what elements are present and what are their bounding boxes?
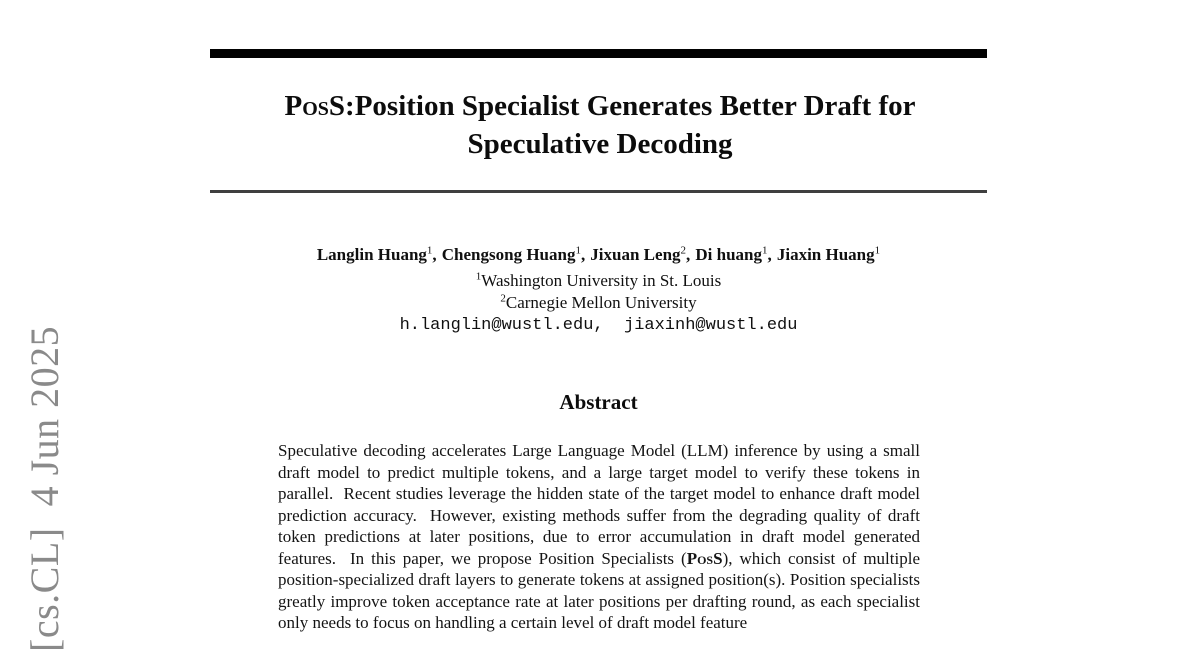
affiliation-name: Washington University in St. Louis (481, 271, 722, 290)
author-separator: , (432, 245, 437, 264)
author-sup: 1 (762, 244, 768, 257)
abstract-heading: Abstract (559, 390, 638, 414)
brand-poss-abstract: PosS (686, 548, 723, 568)
abstract-text-pre: Speculative decoding accelerates Large Language Model (LLM) inference by using a small draft model to predict multiple tokens, and a large target model to verify these tokens in parallel. Recent studies leverage the hidden state of the target model to enhance draft model prediction accuracy. However, existing methods suffer from the degrading quality of draft token predictions at later positions, due to error accumulation in draft model generated features. In this paper, we propose Position Specialists ( (278, 441, 920, 568)
affiliation-name: Carnegie Mellon University (505, 293, 697, 312)
author-sup: 1 (874, 244, 881, 257)
author-name: Di huang (695, 245, 762, 264)
author-block (210, 244, 987, 337)
affiliation-sup: 2 (500, 292, 506, 305)
author-name: Chengsong Huang (441, 245, 576, 264)
author-emails: h.langlin@wustl.edu, jiaxinh@wustl.edu (399, 316, 798, 335)
paper-title (180, 87, 1020, 163)
paper-title-line2: Speculative Decoding (467, 128, 733, 160)
author-separator: , (580, 245, 586, 264)
title-rule-bottom (210, 190, 987, 193)
author-name: Jixuan Leng (590, 245, 681, 264)
author-separator: , (767, 245, 772, 264)
affiliation-sup: 1 (475, 270, 482, 283)
author-sup: 1 (575, 244, 581, 257)
affiliation-line (210, 270, 987, 292)
abstract-body (278, 440, 920, 634)
paper-title-line1-rest: :Position Specialist Generates Better Draft for (345, 90, 916, 122)
author-name: Langlin Huang (316, 245, 427, 264)
author-sup: 2 (680, 244, 687, 257)
author-name: Jiaxin Huang (776, 245, 875, 264)
abstract-text-post: ), which consist of multiple position-specialized draft layers to generate tokens at assigned position(s). Position specialists greatly improve token acceptance rate at later positions per drafting round, as each specialist only needs to focus on handling a certain level of draft model feature (278, 548, 920, 632)
arxiv-stamp: [cs.CL] 4 Jun 2025 (22, 325, 67, 652)
paper-title-line1 (180, 87, 1020, 125)
author-separator: , (686, 245, 691, 264)
title-rule-top (210, 49, 987, 58)
affiliation-line (210, 292, 987, 314)
author-line (210, 244, 987, 266)
author-sup: 1 (426, 244, 433, 257)
brand-poss-smallcaps: PosS (284, 90, 346, 122)
